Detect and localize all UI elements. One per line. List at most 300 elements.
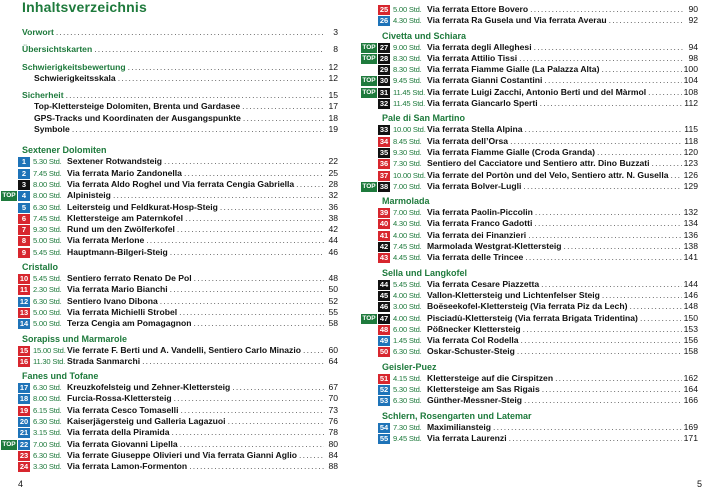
toc-entry[interactable] bbox=[379, 323, 698, 335]
toc-entry[interactable] bbox=[379, 98, 698, 109]
toc-entry[interactable] bbox=[379, 372, 698, 384]
page-number: 17 bbox=[328, 101, 338, 112]
tour-number-badge: 53 bbox=[379, 396, 389, 406]
page-number: 52 bbox=[328, 295, 338, 306]
toc-entry[interactable] bbox=[379, 301, 698, 312]
tour-name: Via ferrata Gianni Costantini bbox=[427, 75, 543, 86]
leader-line bbox=[382, 433, 698, 444]
toc-entry[interactable] bbox=[22, 62, 338, 73]
tour-number-badge: 14 bbox=[19, 319, 29, 329]
page-number: 92 bbox=[688, 15, 698, 26]
tour-name: Strada Sanmarchi bbox=[67, 355, 141, 366]
entry-label bbox=[393, 279, 539, 290]
page-number: 76 bbox=[328, 416, 338, 427]
leader-line bbox=[22, 284, 338, 295]
entry-label bbox=[33, 179, 294, 190]
entry-label bbox=[393, 207, 533, 218]
page-number: 12 bbox=[328, 72, 338, 83]
toc-entry[interactable] bbox=[19, 273, 338, 284]
leader-line bbox=[22, 44, 338, 55]
toc-entry[interactable] bbox=[2, 438, 338, 450]
dot-leader bbox=[517, 346, 682, 357]
tour-name: Via ferrata Ettore Bovero bbox=[427, 4, 529, 14]
tour-number-badge: 55 bbox=[379, 433, 389, 443]
tour-name: Vallon-Klettersteig und Lichtenfelser Steig bbox=[427, 289, 600, 300]
page-number: 158 bbox=[683, 346, 698, 357]
page-number: 94 bbox=[688, 41, 698, 52]
toc-entry[interactable] bbox=[379, 15, 698, 26]
leader-line bbox=[382, 313, 698, 324]
toc-entry[interactable] bbox=[2, 190, 338, 201]
leader-line bbox=[22, 101, 338, 112]
toc-entry[interactable] bbox=[19, 295, 338, 307]
tour-name: Via ferrata Lamon-Formenton bbox=[67, 461, 188, 472]
entry-label bbox=[393, 124, 523, 135]
toc-entry[interactable] bbox=[22, 247, 338, 258]
section-heading: Sella und Langkofel bbox=[382, 267, 468, 278]
entry-label bbox=[393, 313, 638, 324]
tour-number-badge: 31 bbox=[379, 87, 389, 97]
page-number: 118 bbox=[684, 135, 698, 146]
toc-entry[interactable] bbox=[19, 416, 338, 427]
dot-leader bbox=[609, 15, 684, 26]
page-number: 84 bbox=[328, 449, 338, 460]
duration: 5.00 Std. bbox=[33, 236, 62, 246]
dot-leader bbox=[652, 158, 682, 169]
dot-leader bbox=[185, 213, 324, 224]
tour-name: Sentiero ferrato Renato De Pol bbox=[67, 273, 192, 284]
tour-number-badge: 3 bbox=[18, 180, 30, 190]
tour-number-badge: 29 bbox=[379, 65, 389, 75]
tour-number-badge: 40 bbox=[379, 219, 389, 229]
leader-line bbox=[382, 42, 698, 53]
tour-number-badge: 38 bbox=[379, 181, 389, 191]
toc-entry[interactable] bbox=[379, 135, 698, 147]
dot-leader bbox=[94, 44, 324, 55]
toc-entry[interactable] bbox=[379, 64, 698, 75]
toc-entry[interactable] bbox=[19, 306, 338, 318]
dot-leader bbox=[564, 241, 682, 252]
leader-line bbox=[382, 15, 698, 26]
dot-leader bbox=[180, 405, 324, 416]
tour-number-badge: 22 bbox=[19, 439, 29, 449]
dot-leader bbox=[164, 156, 324, 167]
page-number: 58 bbox=[328, 318, 338, 329]
duration: 6.30 Std. bbox=[33, 202, 62, 212]
tour-number-badge: 48 bbox=[379, 324, 389, 334]
toc-entry[interactable] bbox=[379, 421, 698, 433]
page-number: 15 bbox=[328, 90, 338, 101]
leader-line bbox=[382, 4, 698, 15]
tour-name: Hauptmann-Bilgeri-Steig bbox=[67, 246, 168, 257]
section-heading: Schlern, Rosengarten und Latemar bbox=[382, 410, 532, 421]
entry-label bbox=[33, 224, 175, 235]
entry-label bbox=[33, 382, 230, 393]
dot-leader bbox=[299, 450, 324, 461]
toc-entry[interactable] bbox=[22, 90, 338, 101]
leader-line bbox=[22, 273, 338, 284]
page-number: 60 bbox=[328, 344, 338, 355]
dot-leader bbox=[525, 124, 683, 135]
toc-entry[interactable] bbox=[19, 404, 338, 416]
entry-label bbox=[393, 230, 526, 241]
duration: 9.30 Std. bbox=[393, 147, 422, 157]
duration: 6.30 Std. bbox=[33, 383, 62, 393]
dot-leader bbox=[170, 247, 324, 258]
page-number: 80 bbox=[328, 438, 338, 449]
leader-line bbox=[382, 98, 698, 109]
page-number: 55 bbox=[328, 306, 338, 317]
leader-line bbox=[22, 73, 338, 84]
toc-entry[interactable] bbox=[379, 207, 698, 218]
entry-label bbox=[393, 53, 517, 64]
entry-label bbox=[393, 147, 595, 158]
dot-leader bbox=[174, 393, 324, 404]
toc-entry[interactable] bbox=[22, 124, 338, 135]
dot-leader bbox=[602, 290, 682, 301]
entry-label bbox=[33, 156, 162, 167]
toc-entry[interactable] bbox=[22, 284, 338, 295]
entry-label: Top-Klettersteige Dolomiten, Brenta und Gardasee bbox=[34, 101, 241, 112]
dot-leader bbox=[303, 345, 324, 356]
page-number: 141 bbox=[683, 252, 698, 263]
page-number: 22 bbox=[328, 156, 338, 167]
tour-name: Klettersteige am Sas Rigais bbox=[427, 384, 540, 395]
toc-entry[interactable] bbox=[379, 395, 698, 406]
entry-label bbox=[393, 384, 540, 395]
entry-label bbox=[33, 345, 301, 356]
duration: 11.45 Std. bbox=[393, 99, 426, 109]
page-number: 115 bbox=[684, 124, 698, 135]
leader-line bbox=[382, 64, 698, 75]
toc-entry[interactable] bbox=[362, 86, 698, 98]
toc-entry[interactable] bbox=[19, 344, 338, 356]
entry-label bbox=[393, 218, 532, 229]
tour-number-badge: 45 bbox=[379, 290, 389, 300]
tour-number-badge: 35 bbox=[379, 147, 389, 157]
entry-label bbox=[393, 252, 523, 263]
tour-name: Pößnecker Klettersteig bbox=[427, 323, 521, 334]
page-number: 134 bbox=[683, 218, 698, 229]
toc-entry[interactable] bbox=[379, 169, 698, 181]
page-number: 120 bbox=[683, 146, 698, 157]
tour-name: Via ferrata Mario Zandonella bbox=[67, 167, 182, 178]
entry-label bbox=[33, 318, 191, 329]
page-number: 19 bbox=[328, 124, 338, 135]
page-number: 38 bbox=[328, 212, 338, 223]
tour-number-badge: 24 bbox=[19, 462, 29, 472]
dot-leader bbox=[521, 335, 682, 346]
leader-line bbox=[382, 346, 698, 357]
tour-number-badge: 42 bbox=[379, 242, 389, 252]
page-number: 144 bbox=[683, 278, 698, 289]
toc-entry[interactable] bbox=[379, 241, 698, 252]
tour-number-badge: 16 bbox=[19, 356, 29, 366]
page-number: 67 bbox=[328, 382, 338, 393]
entry-label bbox=[33, 356, 140, 367]
tour-number-badge: 9 bbox=[18, 248, 30, 258]
duration: 6.30 Std. bbox=[393, 396, 422, 406]
dot-leader bbox=[56, 27, 324, 38]
leader-line bbox=[22, 90, 338, 101]
section-heading: Pale di San Martino bbox=[382, 113, 466, 124]
dot-leader bbox=[189, 461, 324, 472]
tour-number-badge: 15 bbox=[19, 345, 29, 355]
page-number: 50 bbox=[328, 284, 338, 295]
leader-line bbox=[22, 345, 338, 356]
dot-leader bbox=[172, 427, 324, 438]
dot-leader bbox=[177, 224, 324, 235]
entry-label: Übersichtskarten bbox=[22, 44, 93, 55]
tour-name: Vie ferrate F. Berti und A. Vandelli, Sentiero Carlo Minazio bbox=[67, 344, 301, 355]
dot-leader bbox=[597, 147, 682, 158]
entry-label bbox=[33, 461, 187, 472]
top-badge: TOP bbox=[362, 88, 376, 96]
leader-line bbox=[22, 461, 338, 472]
toc-entry[interactable] bbox=[379, 278, 698, 290]
page-number: 150 bbox=[683, 312, 698, 323]
leader-line bbox=[382, 324, 698, 335]
page-number: 88 bbox=[328, 461, 338, 472]
toc-entry[interactable] bbox=[22, 101, 338, 112]
toc-entry[interactable] bbox=[22, 44, 338, 55]
tour-name: Via ferrata Franco Gadotti bbox=[427, 218, 533, 229]
dot-leader bbox=[535, 207, 682, 218]
duration: 7.45 Std. bbox=[33, 213, 62, 223]
duration: 8.45 Std. bbox=[393, 136, 422, 146]
tour-name: Kreuzkofelsteig und Zehner-Klettersteig bbox=[67, 382, 231, 393]
page-number: 3 bbox=[333, 27, 338, 37]
duration: 4.00 Std. bbox=[393, 313, 422, 323]
toc-entry[interactable] bbox=[22, 202, 338, 213]
leader-line bbox=[22, 307, 338, 318]
toc-entry[interactable] bbox=[19, 427, 338, 438]
page-number: 46 bbox=[328, 246, 338, 257]
tour-number-badge: 51 bbox=[379, 373, 389, 383]
entry-label: Symbole bbox=[34, 124, 70, 135]
toc-entry[interactable] bbox=[22, 113, 338, 124]
toc-entry[interactable] bbox=[22, 27, 338, 38]
leader-line bbox=[22, 113, 338, 124]
entry-label: Vorwort bbox=[22, 27, 54, 37]
page-number: 12 bbox=[328, 61, 338, 72]
tour-name: Via ferrata Bolver-Lugli bbox=[427, 180, 522, 191]
leader-line bbox=[382, 124, 698, 135]
entry-label bbox=[393, 422, 491, 433]
toc-entry[interactable] bbox=[22, 73, 338, 84]
dot-leader bbox=[170, 284, 324, 295]
leader-line bbox=[382, 241, 698, 252]
tour-number-badge: 46 bbox=[379, 302, 389, 312]
leader-line bbox=[22, 296, 338, 307]
tour-number-badge: 1 bbox=[18, 157, 30, 167]
toc-entry[interactable] bbox=[379, 335, 698, 346]
tour-name: Via ferrata delle Trincee bbox=[427, 252, 524, 263]
duration: 6.30 Std. bbox=[33, 417, 62, 427]
entry-label bbox=[393, 15, 607, 26]
page-number: 73 bbox=[328, 404, 338, 415]
toc-entry[interactable] bbox=[379, 4, 698, 15]
toc-entry[interactable] bbox=[22, 156, 338, 167]
page-number: 164 bbox=[683, 384, 698, 395]
dot-leader bbox=[534, 42, 684, 53]
leader-line bbox=[382, 87, 698, 98]
toc-entry[interactable] bbox=[19, 382, 338, 393]
duration: 5.30 Std. bbox=[33, 157, 62, 167]
dot-leader bbox=[193, 318, 324, 329]
leader-line bbox=[22, 224, 338, 235]
toc-entry[interactable] bbox=[379, 124, 698, 135]
dot-leader bbox=[534, 218, 681, 229]
tour-name: Via ferrata Fiamme Gialle (Croda Granda) bbox=[427, 146, 595, 157]
section-heading: Sextener Dolomiten bbox=[22, 145, 107, 156]
duration: 5.30 Std. bbox=[393, 385, 422, 395]
toc-entry[interactable] bbox=[22, 235, 338, 246]
toc-entry[interactable] bbox=[379, 289, 698, 301]
tour-number-badge: 2 bbox=[18, 169, 30, 179]
leader-line bbox=[22, 356, 338, 367]
dot-leader bbox=[72, 124, 324, 135]
leader-line bbox=[22, 124, 338, 135]
dot-leader bbox=[118, 73, 324, 84]
toc-entry[interactable] bbox=[22, 168, 338, 179]
toc-entry[interactable] bbox=[22, 224, 338, 235]
tour-number-badge: 49 bbox=[379, 336, 389, 346]
dot-leader bbox=[180, 439, 324, 450]
page-number: 123 bbox=[683, 158, 698, 169]
section-heading: Civetta und Schiara bbox=[382, 30, 467, 41]
leader-line bbox=[382, 279, 698, 290]
duration: 6.30 Std. bbox=[33, 296, 62, 306]
tour-name: Via ferrata Stella Alpina bbox=[427, 124, 523, 135]
duration: 5.00 Std. bbox=[33, 319, 62, 329]
toc-entry[interactable] bbox=[379, 346, 698, 357]
toc-entry[interactable] bbox=[379, 146, 698, 158]
tour-number-badge: 52 bbox=[379, 385, 389, 395]
duration: 6.15 Std. bbox=[33, 405, 62, 415]
tour-name: Boëseekofel-Klettersteig (Via ferrata Piz da Lech) bbox=[427, 301, 628, 312]
page-number: 90 bbox=[688, 4, 698, 14]
page-number: 156 bbox=[683, 335, 698, 346]
tour-number-badge: 34 bbox=[379, 136, 389, 146]
leader-line bbox=[382, 335, 698, 346]
toc-entry[interactable] bbox=[19, 318, 338, 329]
page-number: 28 bbox=[328, 178, 338, 189]
entry-label: Schwierigkeitsbewertung bbox=[22, 61, 126, 72]
toc-entry[interactable] bbox=[362, 75, 698, 86]
toc-entry[interactable] bbox=[19, 449, 338, 461]
page-number: 153 bbox=[683, 323, 698, 334]
toc-entry[interactable] bbox=[379, 432, 698, 444]
leader-line bbox=[22, 405, 338, 416]
leader-line bbox=[22, 62, 338, 73]
leader-line bbox=[382, 218, 698, 229]
duration: 5.45 Std. bbox=[393, 279, 422, 289]
tour-number-badge: 23 bbox=[19, 450, 29, 460]
toc-entry[interactable] bbox=[379, 252, 698, 263]
toc-entry[interactable] bbox=[22, 213, 338, 224]
tour-number-badge: 4 bbox=[18, 191, 30, 201]
entry-label: GPS-Tracks und Koordinaten der Ausgangspunkte bbox=[34, 112, 241, 123]
toc-entry[interactable] bbox=[379, 229, 698, 241]
tour-name: Oskar-Schuster-Steig bbox=[427, 346, 515, 357]
toc-entry[interactable] bbox=[362, 41, 698, 53]
tour-number-badge: 28 bbox=[379, 53, 389, 63]
toc-entry[interactable] bbox=[19, 393, 338, 404]
section-heading: Sorapiss und Marmarole bbox=[22, 333, 128, 344]
leader-line bbox=[22, 168, 338, 179]
page-number: 18 bbox=[328, 112, 338, 123]
dot-leader bbox=[160, 296, 324, 307]
tour-number-badge: 7 bbox=[18, 225, 30, 235]
duration: 9.45 Std. bbox=[393, 433, 422, 443]
toc-entry[interactable] bbox=[379, 158, 698, 169]
entry-label bbox=[33, 405, 178, 416]
tour-number-badge: 43 bbox=[379, 253, 389, 263]
toc-entry[interactable] bbox=[19, 355, 338, 367]
duration: 5.00 Std. bbox=[33, 307, 62, 317]
entry-label bbox=[33, 213, 183, 224]
page-number: 169 bbox=[683, 421, 698, 432]
entry-label bbox=[33, 427, 170, 438]
entry-label: Sicherheit bbox=[22, 90, 64, 101]
tour-number-badge: 37 bbox=[379, 170, 389, 180]
tour-name: Via ferrata Cesco Tomaselli bbox=[67, 404, 179, 415]
left-toc bbox=[2, 27, 338, 473]
leader-line bbox=[22, 427, 338, 438]
duration: 4.15 Std. bbox=[393, 373, 422, 383]
leader-line bbox=[382, 53, 698, 64]
tour-number-badge: 50 bbox=[379, 347, 389, 357]
page-number: 104 bbox=[683, 75, 698, 86]
tour-name: Via ferrata Ra Gusela und Via ferrata Averau bbox=[427, 15, 607, 26]
page-number: 25 bbox=[328, 167, 338, 178]
toc-entry[interactable] bbox=[22, 179, 338, 190]
entry-label bbox=[33, 450, 297, 461]
duration: 9.45 Std. bbox=[393, 76, 422, 86]
tour-name: Sentiero del Cacciatore und Sentiero attr. Dino Buzzati bbox=[427, 158, 650, 169]
toc-entry[interactable] bbox=[362, 312, 698, 324]
toc-entry[interactable] bbox=[379, 218, 698, 229]
entry-label bbox=[33, 168, 182, 179]
toc-entry[interactable] bbox=[379, 384, 698, 395]
tour-name: Terza Cengia am Pomagagnon bbox=[67, 318, 192, 329]
page-number: 70 bbox=[328, 393, 338, 404]
right-page-number: 5 bbox=[696, 479, 702, 489]
entry-label bbox=[33, 284, 168, 295]
tour-name: Via ferrate Giuseppe Olivieri und Via ferrata Gianni Aglio bbox=[67, 449, 298, 460]
entry-label bbox=[393, 301, 627, 312]
toc-entry[interactable] bbox=[362, 180, 698, 192]
tour-number-badge: 5 bbox=[18, 203, 30, 213]
tour-name: Klettersteige auf die Cirspitzen bbox=[427, 372, 554, 383]
tour-name: Via ferrata dei Finanzieri bbox=[427, 229, 527, 240]
page-number: 162 bbox=[683, 372, 698, 383]
section-heading: Fanes und Tofane bbox=[22, 371, 99, 382]
toc-entry[interactable] bbox=[362, 52, 698, 64]
dot-leader bbox=[541, 279, 682, 290]
page-number: 129 bbox=[683, 180, 698, 191]
tour-name: Sentiero Ivano Dibona bbox=[67, 295, 158, 306]
duration: 5.45 Std. bbox=[33, 247, 62, 257]
tour-number-badge: 25 bbox=[379, 5, 389, 14]
dot-leader bbox=[671, 170, 682, 181]
toc-entry[interactable] bbox=[19, 461, 338, 472]
dot-leader bbox=[142, 356, 324, 367]
dot-leader bbox=[232, 382, 324, 393]
dot-leader bbox=[648, 87, 681, 98]
duration: 4.30 Std. bbox=[393, 16, 422, 26]
